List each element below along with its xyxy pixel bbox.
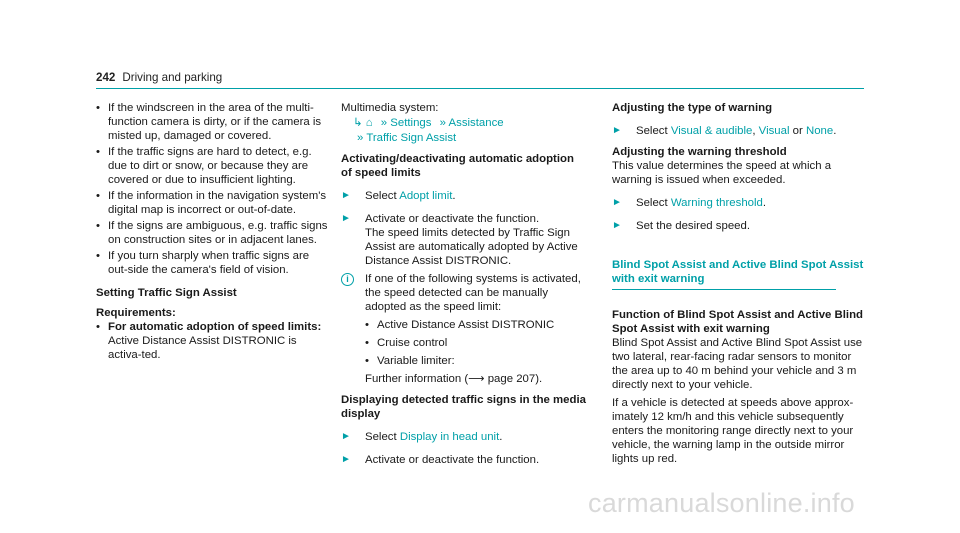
action-step: ► Select Visual & audible, Visual or None. (612, 125, 837, 137)
multimedia-label: Multimedia system: (341, 102, 439, 114)
list-item: • If the information in the navigation system's digital map is incorrect or out-of-date. (96, 189, 328, 217)
page-number: 242 (96, 71, 116, 84)
visual-audible-option: Visual & audible (670, 125, 753, 137)
displaying-heading: Displaying detected traffic signs in the media display (341, 394, 586, 420)
speed-limits-text: The speed limits detected by Traffic Sign Assist are automatically adopted by Active Distance Assist DISTRONIC. (365, 227, 578, 267)
requirement-text: Active Distance Assist DISTRONIC is activa-ted. (108, 335, 297, 361)
arrow-right-icon: ► (612, 125, 622, 136)
requirement-title: For automatic adoption of speed limits: (108, 321, 322, 333)
action-step: ► Select Display in head unit. (341, 431, 503, 443)
action-step: ► Activate or deactivate the function. The speed limits detected by Traffic Sign Assist are automatically adopted by Active Distance Assist DISTRONIC. (341, 213, 578, 267)
path-return-icon: ↳ (353, 117, 363, 129)
section-title: Blind Spot Assist and Active Blind Spot Assist with exit warning (612, 259, 864, 285)
list-item: • Cruise control (341, 336, 587, 350)
home-icon: ⌂ (365, 117, 373, 129)
arrow-right-icon: ► (341, 454, 351, 465)
column-2 (341, 101, 587, 467)
detect-text: If a vehicle is detected at speeds above approx-imately 12 km/h and this vehicle subsequently enters the monitoring range directly next to your vehicle, the warning lamp in the outside mirror lights up red. (612, 397, 854, 465)
path-traffic-sign-assist: Traffic Sign Assist (366, 132, 457, 144)
section-name: Driving and parking (122, 71, 223, 84)
none-option: None (805, 125, 834, 137)
threshold-text: This value determines the speed at which a warning is issued when exceeded. (612, 160, 832, 186)
list-item: • Variable limiter: (341, 354, 587, 368)
info-icon: i (341, 273, 354, 286)
activating-heading: Activating/deactivating automatic adoption of speed limits (341, 153, 574, 179)
warning-threshold-option: Warning threshold (670, 197, 763, 209)
page-header (96, 71, 222, 85)
path-assistance: Assistance (448, 117, 504, 129)
column-1 (96, 101, 328, 364)
page-reference-arrow-icon: ⟶ (468, 373, 485, 385)
path-settings: Settings (390, 117, 432, 129)
visual-option: Visual (758, 125, 790, 137)
arrow-right-icon: ► (341, 213, 351, 224)
chevron-right-icon: » (357, 132, 364, 144)
function-text: Blind Spot Assist and Active Blind Spot Assist use two lateral, rear-facing radar sensors to monitor the area up to 40 m behind your vehicle and 3 m directly next to your vehicle. (612, 337, 863, 391)
list-item: • Active Distance Assist DISTRONIC (341, 318, 587, 332)
arrow-right-icon: ► (341, 190, 351, 201)
chevron-right-icon: » (380, 117, 388, 129)
section-divider (612, 289, 836, 290)
info-note: i If one of the following systems is activated, the speed detected can be manually adopted as the speed limit: (341, 272, 587, 314)
header-divider (96, 88, 864, 89)
list-item: • If the signs are ambiguous, e.g. traffic signs on construction sites or in adjacent lanes. (96, 219, 328, 247)
list-item: • If you turn sharply when traffic signs are out-side the camera's field of vision. (96, 249, 328, 277)
adopt-limit-option: Adopt limit (399, 190, 453, 202)
menu-path-2 (341, 131, 587, 145)
function-heading: Function of Blind Spot Assist and Active Blind Spot Assist with exit warning (612, 309, 864, 335)
chevron-right-icon: » (439, 117, 446, 129)
list-item: • If the windscreen in the area of the multi-function camera is dirty, or if the camera is misted up, damaged or covered. (96, 101, 328, 143)
watermark: carmanualsonline.info (588, 488, 855, 518)
arrow-right-icon: ► (341, 431, 351, 442)
arrow-right-icon: ► (612, 220, 622, 231)
column-3 (612, 101, 864, 466)
action-step: ► Activate or deactivate the function. (341, 454, 540, 466)
further-info: Further information (⟶ page 207). (365, 373, 543, 385)
arrow-right-icon: ► (612, 197, 622, 208)
display-in-head-unit-option: Display in head unit (399, 431, 500, 443)
adjust-type-heading: Adjusting the type of warning (612, 102, 773, 114)
setting-heading: Setting Traffic Sign Assist (96, 287, 237, 299)
action-step: ► Select Adopt limit. (341, 190, 456, 202)
action-step: ► Set the desired speed. (612, 220, 750, 232)
adjust-threshold-heading: Adjusting the warning threshold (612, 146, 787, 158)
menu-path (341, 116, 587, 130)
requirement-item (96, 320, 328, 362)
list-item: • If the traffic signs are hard to detect, e.g. due to dirt or snow, or because they are covered or due to insufficient lighting. (96, 145, 328, 187)
action-step: ► Select Warning threshold. (612, 197, 767, 209)
requirements-label: Requirements: (96, 307, 176, 319)
